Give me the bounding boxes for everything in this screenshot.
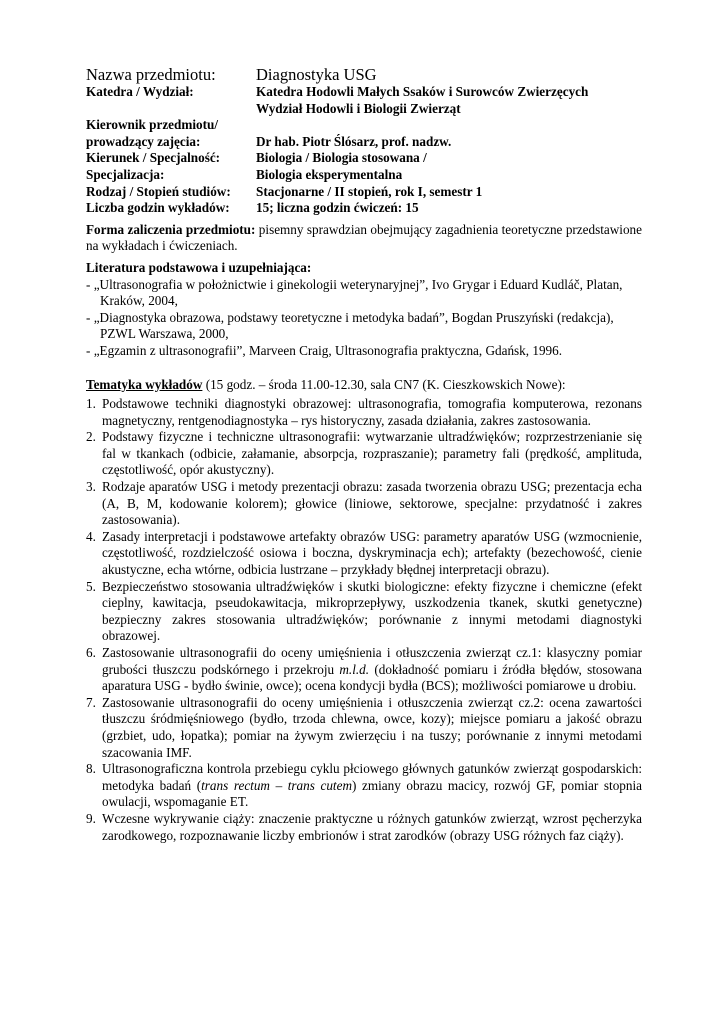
lecture-topic-text-part: Bezpieczeństwo stosowania ultradźwięków i skutki biologiczne: efekty fizyczne i chemiczne (efekt cieplny, kawitacja, pseudokawitacja, mikroprzepływy, uszkodzenia tkanek, skutki genetyczne) bezpieczny zakres stosowania ultradźwięków; porównanie z innymi metodami diagnostyki obrazowej. xyxy=(102,578,642,644)
lecture-topic-text-part: Zastosowanie ultrasonografii do oceny umięśnienia i otłuszczenia zwierząt cz.1: klasyczny pomiar grubości tłuszczu podskórnego i przekroju xyxy=(102,645,642,677)
lecture-topic-number: 4. xyxy=(86,528,96,544)
lecture-topic-text-part: Zasady interpretacji i podstawowe artefakty obrazów USG: parametry aparatów USG (wzmocnienie, częstotliwość, rozdzielczość osiowa i boczna, dyskryminacja ech); artefakty (bezechowość, cienie akustyczne, echa wtórne, odbicia lustrzane – przykłady błędnej interpretacji obrazu). xyxy=(102,528,642,578)
lecture-topic-item xyxy=(86,396,642,429)
lecture-topics-info: (15 godz. – środa 11.00-12.30, sala CN7 (K. Cieszkowskich Nowe): xyxy=(202,376,566,392)
literature-section xyxy=(86,260,642,360)
document-page xyxy=(86,66,642,844)
header-value: Wydział Hodowli i Biologii Zwierząt xyxy=(256,100,461,116)
assessment-form-label: Forma zaliczenia przedmiotu: xyxy=(86,221,256,237)
assessment-form xyxy=(86,222,642,255)
lecture-topic-number: 7. xyxy=(86,694,96,710)
lecture-topic-number: 5. xyxy=(86,578,96,594)
header-value: Biologia / Biologia stosowana / xyxy=(256,150,427,166)
header-value: Diagnostyka USG xyxy=(256,65,377,84)
lecture-topic-item xyxy=(86,529,642,579)
lecture-topic-item xyxy=(86,429,642,479)
lecture-topic-text xyxy=(102,529,642,579)
lecture-topic-text-part: m.l.d. xyxy=(339,661,370,677)
lecture-topic-text xyxy=(102,579,642,645)
header-label: Kierownik przedmiotu/ xyxy=(86,117,218,133)
lecture-topic-text xyxy=(102,645,642,695)
lecture-topics-list xyxy=(86,396,642,844)
lecture-topic-text xyxy=(102,479,642,529)
header-value: Katedra Hodowli Małych Ssaków i Surowców Zwierzęcych xyxy=(256,84,589,99)
literature-item: - „Ultrasonografia w położnictwie i ginekologii weterynaryjnej”, Ivo Grygar i Eduard Kudláč, Platan, Kraków, 2004, xyxy=(86,276,623,309)
lecture-topic-item xyxy=(86,645,642,695)
header-value xyxy=(256,117,642,134)
lecture-topic-number: 9. xyxy=(86,810,96,826)
header-label: Nazwa przedmiotu: xyxy=(86,65,216,84)
lecture-topic-number: 2. xyxy=(86,429,96,445)
lecture-topic-number: 3. xyxy=(86,479,96,495)
lecture-topics-heading xyxy=(86,377,642,394)
header-value: Dr hab. Piotr Ślósarz, prof. nadzw. xyxy=(256,133,452,149)
lecture-topics-title: Tematyka wykładów xyxy=(86,376,203,392)
literature-item: - „Egzamin z ultrasonografii”, Marveen Craig, Ultrasonografia praktyczna, Gdańsk, 1996. xyxy=(86,342,563,358)
header-label: Katedra / Wydział: xyxy=(86,84,194,99)
lecture-topic-item xyxy=(86,811,642,844)
lecture-topic-number: 1. xyxy=(86,396,96,412)
lecture-topic-text xyxy=(102,761,642,811)
lecture-topic-text xyxy=(102,429,642,479)
lecture-topic-text xyxy=(102,396,642,429)
literature-title: Literatura podstawowa i uzupełniająca: xyxy=(86,259,312,275)
course-header-table xyxy=(86,66,642,217)
lecture-topic-text-part: (dokładność pomiaru i źródła błędów, stosowana aparatura USG - bydło świnie, owce); ocena kondycji bydła (BCS); możliwości pomiarowe u drobiu. xyxy=(102,661,643,694)
lecture-topic-item xyxy=(86,761,642,811)
header-label: Liczba godzin wykładów: xyxy=(86,200,230,216)
lecture-topic-item xyxy=(86,479,642,529)
lecture-topic-text-part: Podstawowe techniki diagnostyki obrazowej: ultrasonografia, tomografia komputerowa, rezonans magnetyczny, rentgenodiagnostyka – rys historyczny, zasada działania, zakres zastosowania. xyxy=(102,396,642,428)
lecture-topic-number: 8. xyxy=(86,761,96,777)
header-value: Stacjonarne / II stopień, rok I, semestr 1 xyxy=(256,183,483,199)
lecture-topic-item xyxy=(86,695,642,761)
lecture-topic-text-part: Rodzaje aparatów USG i metody prezentacji obrazu: zasada tworzenia obrazu USG; prezentacja echa (A, B, M, kodowanie kolorem); głowice (liniowe, sektorowe, specjalne: przydatność i zakres zastosowania). xyxy=(102,479,642,528)
lecture-topic-text-part: ) zmiany obrazu macicy, rozwój GF, pomiar stopnia owulacji, wspomaganie ET. xyxy=(102,777,642,810)
lecture-topic-number: 6. xyxy=(86,645,96,660)
lecture-topic-text-part: Zastosowanie ultrasonografii do oceny umięśnienia i otłuszczenia zwierząt cz.2: ocena zawartości tłuszczu śródmięśniowego (bydło, trzoda chlewna, owce, kozy); miejsce pomiaru a jakość obrazu (grzbiet, udo, łopatka); pomiar na żywym zwierzęciu i na tuszy; porównanie z innymi metodami szacowania IMF. xyxy=(102,694,642,760)
header-value: Biologia eksperymentalna xyxy=(256,166,403,182)
header-label: Rodzaj / Stopień studiów: xyxy=(86,183,231,199)
literature-item: - „Diagnostyka obrazowa, podstawy teoretyczne i metodyka badań”, Bogdan Pruszyński (redakcja), PZWL Warszawa, 2000, xyxy=(86,309,614,342)
assessment-form-text: pisemny sprawdzian obejmujący zagadnienia teoretyczne przedstawione na wykładach i ćwiczeniach. xyxy=(86,221,642,254)
header-label: prowadzący zajęcia: xyxy=(86,133,201,149)
lecture-topic-text-part: Ultrasonograficzna kontrola przebiegu cyklu płciowego głównych gatunków zwierząt gospodarskich: metodyka badań ( xyxy=(102,761,642,793)
header-label: Specjalizacja: xyxy=(86,166,165,182)
lecture-topic-text-part: Podstawy fizyczne i techniczne ultrasonografii: wytwarzanie ultradźwięków; rozprzestrzenianie się fal w tkankach (odbicie, załamanie, absorpcja, rozpraszanie); parametry fali (prędkość, amplituda, częstotliwość, opór akustyczny). xyxy=(102,429,642,478)
header-label: Kierunek / Specjalność: xyxy=(86,150,221,166)
lecture-topic-text-part: Wczesne wykrywanie ciąży: znaczenie praktyczne u różnych gatunków zwierząt, wzrost pęcherzyka zarodkowego, rozpoznawanie liczby embrionów i strat zarodków (obrazy USG różnych faz ciąży). xyxy=(102,810,642,843)
header-value: 15; liczna godzin ćwiczeń: 15 xyxy=(256,200,419,216)
lecture-topic-text xyxy=(102,695,642,761)
lecture-topic-item xyxy=(86,579,642,645)
header-label xyxy=(86,101,256,118)
lecture-topic-text xyxy=(102,811,642,844)
lecture-topic-text-part: trans rectum – trans cutem xyxy=(201,777,352,793)
